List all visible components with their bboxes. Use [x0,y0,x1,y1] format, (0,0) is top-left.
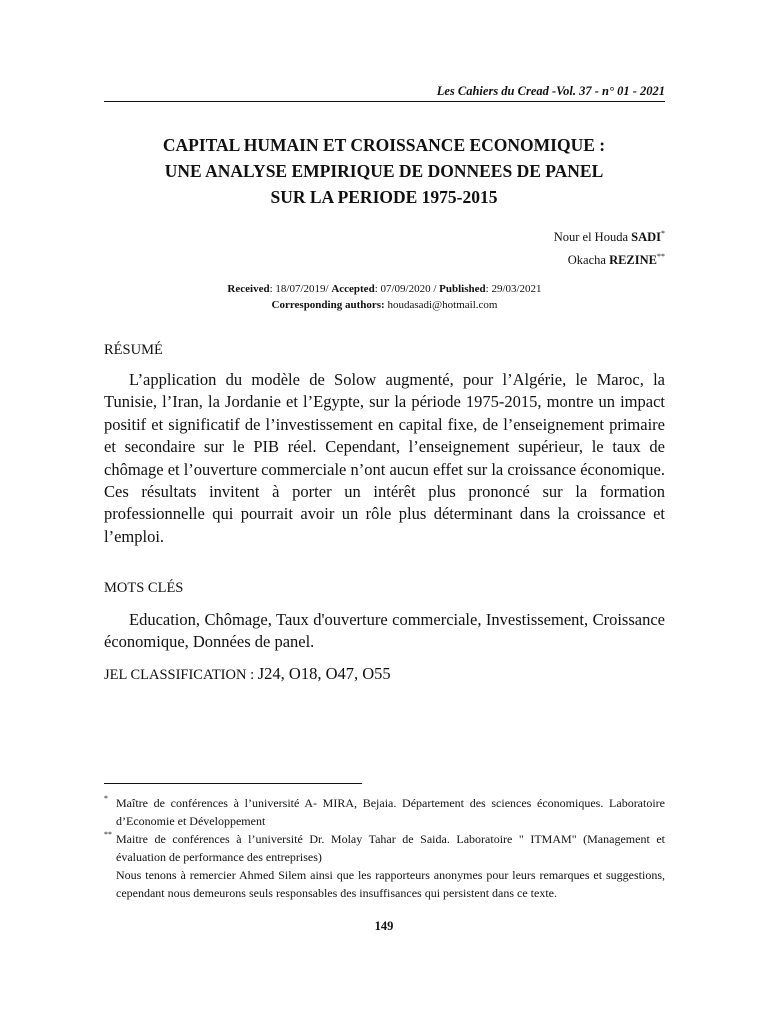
author-1-given: Nour el Houda [553,230,632,245]
title-line-2: UNE ANALYSE EMPIRIQUE DE DONNEES DE PANEL [164,161,604,181]
footnote-1-text: Maître de conférences à l’université A- MIRA, Bejaia. Département des sciences économiques. Laboratoire d’Economie et Développement [116,796,665,828]
author-block [554,224,665,270]
footnotes [104,794,665,902]
author-2 [554,247,665,270]
footnote-separator [104,783,362,784]
author-1-surname: SADI [631,230,661,245]
author-1-mark: * [661,229,665,238]
received-date: : 18/07/2019/ [269,283,332,295]
title-line-3: SUR LA PERIODE 1975-2015 [270,187,498,207]
journal-header-text: Les Cahiers du Cread -Vol. 37 - n° 01 - 2021 [436,84,665,98]
accepted-date: : 07/09/2020 / [374,283,440,295]
author-2-mark: ** [657,252,665,262]
author-2-surname: REZINE [609,253,657,268]
page-number: 149 [374,919,394,933]
corresponding-label: Corresponding authors: [271,299,385,311]
footnote-2-mark: ** [104,830,112,839]
paper-title [90,132,678,210]
journal-header [104,84,665,102]
dates-line [104,281,665,297]
publication-dates [104,281,665,313]
title-line-1: CAPITAL HUMAIN ET CROISSANCE ECONOMIQUE : [162,135,606,155]
jel-separator: : [246,667,258,683]
footnote-1-mark: * [104,794,108,803]
received-label: Received [227,283,270,295]
jel-classification [104,664,391,684]
acknowledgement-note: Nous tenons à remercier Ahmed Silem ainsi que les rapporteurs anonymes pour leurs remarques et suggestions, cependant nous demeurons seuls responsables des insuffisances qui persistent dans ce texte. [116,868,665,900]
published-label: Published [439,283,486,295]
footnote-1 [104,794,665,830]
jel-label: JEL CLASSIFICATION [104,667,247,683]
author-2-given: Okacha [567,253,610,268]
footnote-2 [104,830,665,866]
keywords-heading: MOTS CLÉS [104,580,184,596]
footnote-2-text: Maitre de conférences à l’université Dr. Molay Tahar de Saida. Laboratoire " ITMAM" (Management et évaluation de performance des entreprises) [116,832,665,864]
corresponding-email: houdasadi@hotmail.com [384,299,498,311]
keywords-text: Education, Chômage, Taux d'ouverture commerciale, Investissement, Croissance économique, Données de panel. [104,610,665,652]
accepted-label: Accepted [331,283,375,295]
author-1 [554,224,665,247]
jel-codes: J24, O18, O47, O55 [257,664,391,683]
abstract-text: L’application du modèle de Solow augmenté, pour l’Algérie, le Maroc, la Tunisie, l’Iran, la Jordanie et l’Egypte, sur la période 1975-2015, montre un impact positif et significatif de l’investissement en capital fixe, de l’enseignement primaire et secondaire sur le PIB réel. Cependant, l’enseignement supérieur, le taux de chômage et l’ouverture commerciale n’ont aucun effet sur la croissance économique. Ces résultats invitent à porter un intérêt plus prononcé sur la formation professionnelle qui pourrait avoir un rôle plus déterminant dans la croissance et l’emploi. [104,370,665,546]
corresponding-line [104,297,665,313]
published-date: : 29/03/2021 [485,283,542,295]
abstract-heading: RÉSUMÉ [104,342,163,358]
